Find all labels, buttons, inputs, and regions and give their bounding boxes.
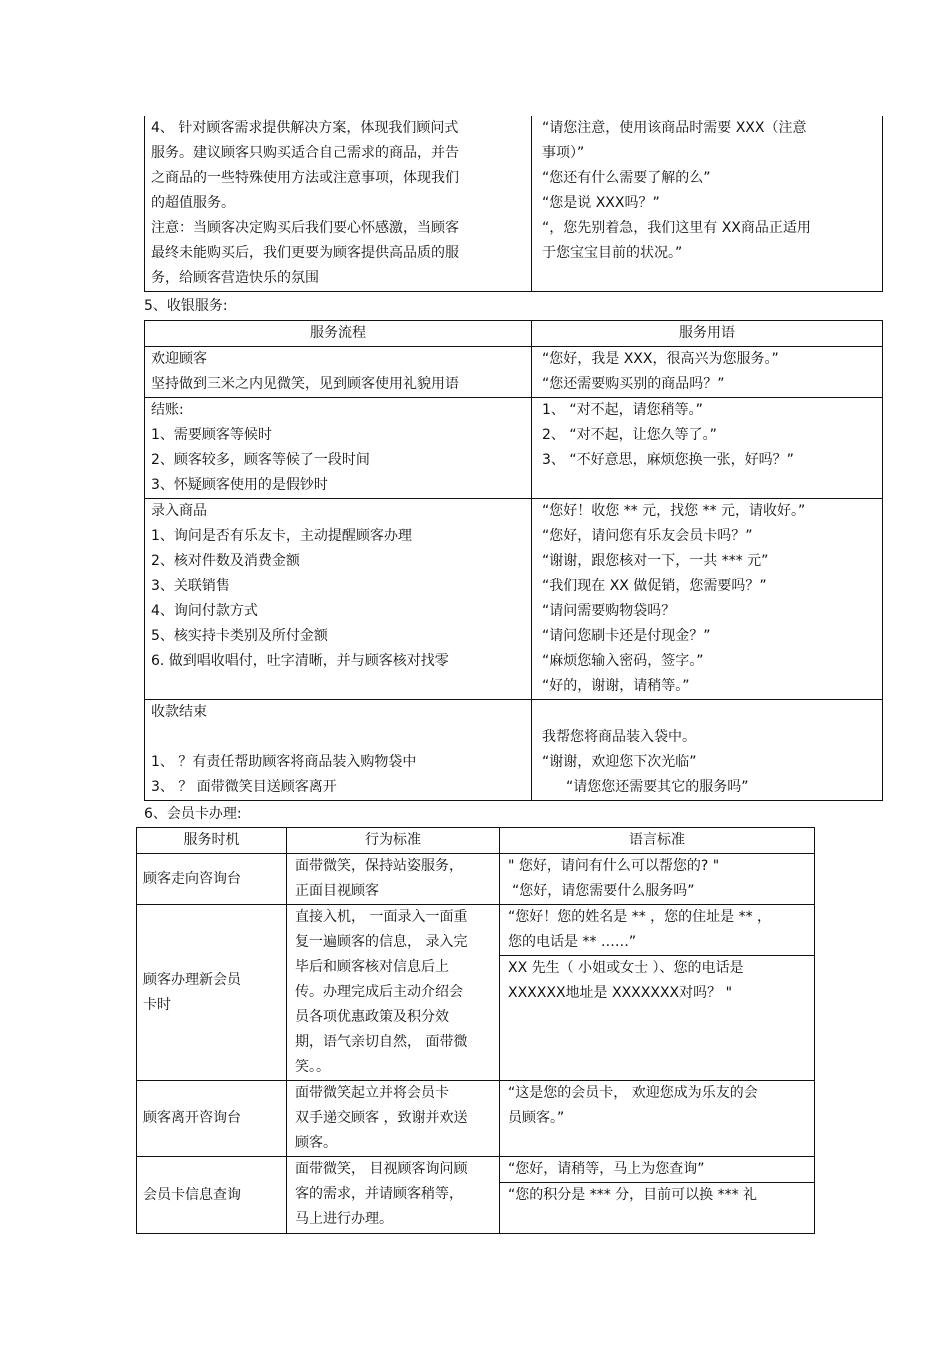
table-cell xyxy=(532,499,883,700)
section5-table-wrap xyxy=(144,320,883,801)
text-line: “谢谢，欢迎您下次光临” xyxy=(542,754,697,770)
text-line: “您好，我是 XXX，很高兴为您服务。” xyxy=(542,351,779,367)
table-cell xyxy=(532,398,883,499)
text-line: “您还需要购买别的商品吗？” xyxy=(542,376,725,392)
text-line: 1、 “对不起，请您稍等。” xyxy=(542,402,703,418)
text-line: 欢迎顾客 xyxy=(151,351,207,367)
text-line: 员各项优惠政策及积分效 xyxy=(295,1009,449,1025)
table-cell xyxy=(137,905,287,1081)
text-line: 于您宝宝目前的状况。” xyxy=(542,245,683,261)
column-header: 行为标准 xyxy=(287,828,500,854)
text-line: 注意：当顾客决定购买后我们要心怀感激，当顾客 xyxy=(151,220,459,236)
text-line: 复一遍顾客的信息， 录入完 xyxy=(295,934,468,950)
text-line: “您好，请您需要什么服务吗” xyxy=(512,883,695,899)
text-line: 结账: xyxy=(151,402,184,418)
text-line: “您好，请问您有乐友会员卡吗？” xyxy=(542,528,753,544)
text-line: “麻烦您输入密码，签字。” xyxy=(542,653,704,669)
text-line: “这是您的会员卡， 欢迎您成为乐友的会 xyxy=(508,1085,758,1101)
table-cell xyxy=(287,1157,500,1234)
text-line: 3、 ？ 面带微笑目送顾客离开 xyxy=(151,779,337,795)
text-line: 卡时 xyxy=(143,996,171,1013)
section6-table-wrap xyxy=(136,827,815,1234)
column-header: 服务时机 xyxy=(137,828,287,854)
text-line: “您还有什么需要了解的么” xyxy=(542,170,711,186)
text-line: 毕后和顾客核对信息后上 xyxy=(295,959,449,975)
text-line: " 您好，请问有什么可以帮您的? " xyxy=(508,858,720,874)
table-cell xyxy=(137,854,287,905)
table-cell xyxy=(137,1081,287,1157)
text-line: “请问您刷卡还是付现金？” xyxy=(542,628,711,644)
text-line: 4、 针对顾客需求提供解决方案，体现我们顾问式 xyxy=(151,120,459,136)
language-subcell xyxy=(500,1157,814,1182)
text-line: 我帮您将商品装入袋中。 xyxy=(542,729,696,745)
top-section xyxy=(144,116,883,292)
text-line: 之商品的一些特殊使用方法或注意事项，体现我们 xyxy=(151,170,459,186)
text-line: “您好！收您 ** 元，找您 ** 元，请收好。” xyxy=(542,503,806,519)
text-line: 收款结束 xyxy=(151,704,207,720)
text-line: 传。办理完成后主动介绍会 xyxy=(295,984,463,1000)
text-line: 事项）” xyxy=(542,145,585,161)
spacer xyxy=(542,700,876,725)
table-row xyxy=(137,854,815,905)
text-line: 顾客离开咨询台 xyxy=(143,1110,241,1126)
table-row xyxy=(145,347,883,398)
text-line: “谢谢，跟您核对一下，一共 *** 元” xyxy=(542,553,769,569)
text-line: 顾客办理新会员 xyxy=(143,971,241,988)
table-header-row xyxy=(145,321,883,347)
text-line: “请您注意，使用该商品时需要 XXX（注意 xyxy=(542,120,807,136)
top-right-cell xyxy=(532,116,883,292)
table-cell xyxy=(145,499,532,700)
language-subcell xyxy=(500,905,814,955)
text-line: XX 先生（ 小姐或女士 ）、您的电话是 xyxy=(508,960,744,976)
text-line: “请问需要购物袋吗？ xyxy=(542,603,676,619)
text-line: 客的需求，并请顾客稍等， xyxy=(295,1186,463,1202)
text-line: 会员卡信息查询 xyxy=(143,1186,241,1203)
text-line: 录入商品 xyxy=(151,503,207,519)
column-header: 语言标准 xyxy=(500,828,815,854)
text-line: 3、 “不好意思，麻烦您换一张，好吗？” xyxy=(542,452,794,468)
text-line: “您是说 XXX吗？” xyxy=(542,195,660,211)
text-line: 坚持做到三米之内见微笑，见到顾客使用礼貌用语 xyxy=(151,376,459,392)
text-line: 正面目视顾客 xyxy=(295,883,379,899)
table-cell xyxy=(532,347,883,398)
text-line: 笑。。 xyxy=(295,1059,330,1075)
table-cell xyxy=(500,854,815,905)
language-subcell xyxy=(500,955,814,1006)
table-row xyxy=(137,1157,815,1234)
text-line: 最终未能购买后，我们更要为顾客提供高品质的服 xyxy=(151,245,459,261)
text-line: 5、核实持卡类别及所付金额 xyxy=(151,628,328,644)
text-line: 1、需要顾客等候时 xyxy=(151,427,272,443)
table-row xyxy=(145,116,883,292)
section6-table xyxy=(136,827,815,1234)
table-cell xyxy=(500,1157,815,1234)
text-line: 3、关联销售 xyxy=(151,578,230,594)
table-cell xyxy=(287,854,500,905)
table-row xyxy=(145,398,883,499)
table-cell xyxy=(145,700,532,801)
text-line: 顾客走向咨询台 xyxy=(143,870,241,887)
text-line: 直接入机， 一面录入一面重 xyxy=(295,909,468,925)
text-line: 2、 “对不起，让您久等了。” xyxy=(542,427,717,443)
table-cell xyxy=(532,700,883,801)
table-cell xyxy=(137,1157,287,1234)
text-line: “您的积分是 *** 分，目前可以换 *** 礼 xyxy=(508,1187,758,1203)
column-header: 服务用语 xyxy=(532,321,883,347)
text-line: 3、怀疑顾客使用的是假钞时 xyxy=(151,477,328,493)
table-row xyxy=(137,905,815,1081)
text-line: 6. 做到唱收唱付，吐字清晰，并与顾客核对找零 xyxy=(151,653,449,669)
section6-title: 6、会员卡办理: xyxy=(144,806,242,822)
table-cell xyxy=(500,1081,815,1157)
text-line: 面带微笑起立并将会员卡 xyxy=(295,1085,449,1101)
spacer xyxy=(151,725,525,750)
text-line: “好的，谢谢，请稍等。” xyxy=(542,678,690,694)
table-cell xyxy=(145,347,532,398)
text-line: 2、核对件数及消费金额 xyxy=(151,553,300,569)
section5-title: 5、收银服务: xyxy=(144,298,228,314)
text-line: 务，给顾客营造快乐的氛围 xyxy=(151,270,319,286)
text-line: 服务。建议顾客只购买适合自己需求的商品，并告 xyxy=(151,145,459,161)
top-table xyxy=(144,116,883,292)
text-line: 您的电话是 ** ……” xyxy=(508,934,637,950)
text-line: 2、顾客较多，顾客等候了一段时间 xyxy=(151,452,370,468)
text-line: 1、 ？有责任帮助顾客将商品装入购物袋中 xyxy=(151,754,417,770)
text-line: “，您先别着急，我们这里有 XX商品正适用 xyxy=(542,220,811,236)
language-subcell xyxy=(500,1182,814,1233)
text-line: 4、询问付款方式 xyxy=(151,603,258,619)
text-line: 面带微笑， 目视顾客询问顾 xyxy=(295,1161,468,1177)
table-row xyxy=(137,1081,815,1157)
text-line: “您好，请稍等，马上为您查询” xyxy=(508,1161,705,1177)
table-cell xyxy=(287,1081,500,1157)
table-row xyxy=(145,499,883,700)
text-line: 期，语气亲切自然， 面带微 xyxy=(295,1034,468,1050)
top-left-cell xyxy=(145,116,532,292)
table-row xyxy=(145,700,883,801)
text-line: 面带微笑，保持站姿服务， xyxy=(295,858,463,874)
table-cell xyxy=(500,905,815,1081)
text-line: 双手递交顾客 ，致谢并欢送 xyxy=(295,1110,468,1126)
text-line: 顾客。 xyxy=(295,1135,337,1151)
section5-table xyxy=(144,320,883,801)
table-cell xyxy=(145,398,532,499)
text-line: 1、询问是否有乐友卡，主动提醒顾客办理 xyxy=(151,528,412,544)
text-line: 的超值服务。 xyxy=(151,195,235,211)
text-line: 员顾客。” xyxy=(508,1110,565,1126)
column-header: 服务流程 xyxy=(145,321,532,347)
text-line: XXXXXX地址是 XXXXXXX对吗？ " xyxy=(508,985,733,1001)
table-header-row xyxy=(137,828,815,854)
text-line: 马上进行办理。 xyxy=(295,1211,393,1227)
text-line: “您好！您的姓名是 ** ，您的住址是 ** ， xyxy=(508,909,772,925)
text-line: “我们现在 XX 做促销，您需要吗？” xyxy=(542,578,767,594)
table-cell xyxy=(287,905,500,1081)
text-line: “请您您还需要其它的服务吗” xyxy=(566,779,749,795)
